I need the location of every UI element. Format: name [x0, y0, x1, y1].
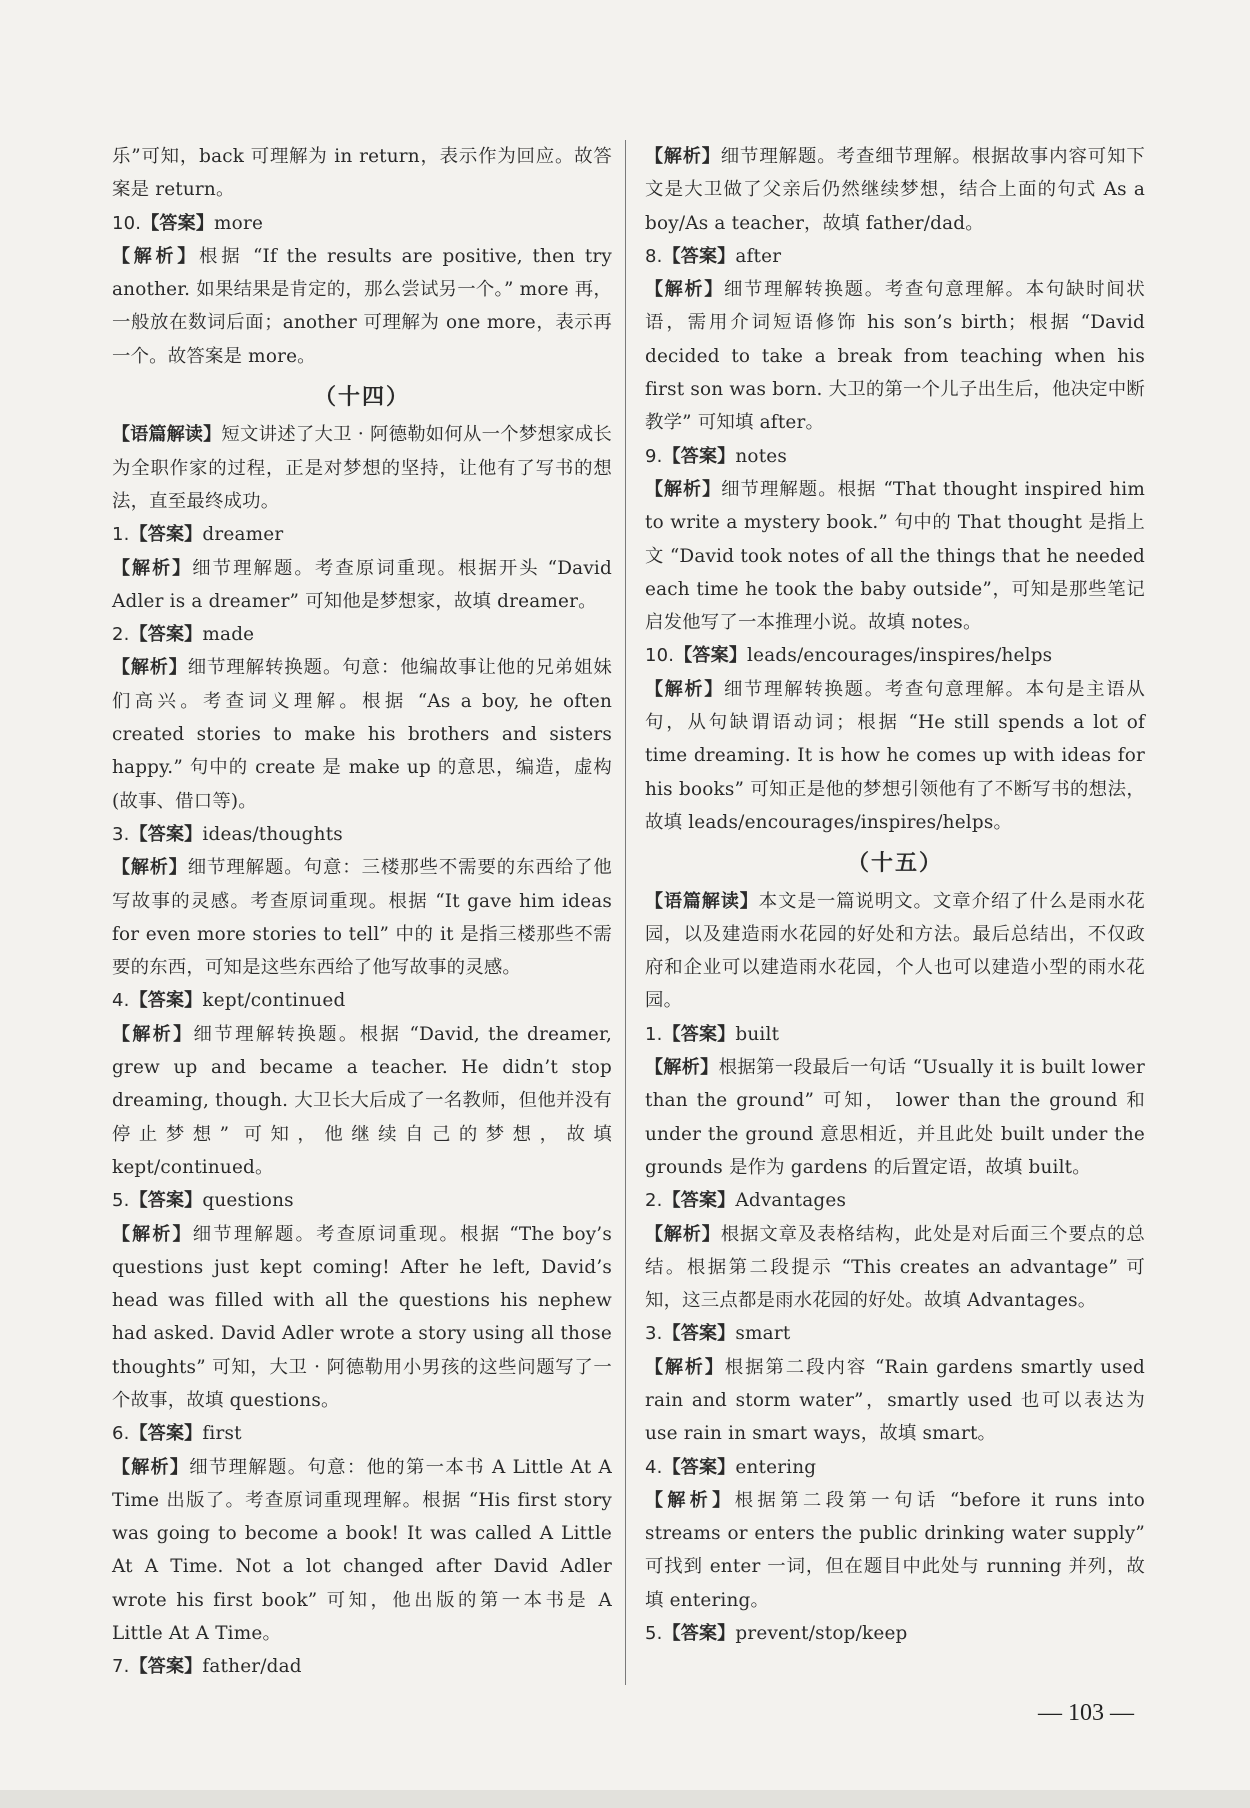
answer-text: notes — [735, 445, 788, 467]
answer-tag: 【答案】 — [674, 645, 748, 667]
answer-text: leads/encourages/inspires/helps — [747, 645, 1053, 667]
explanation-text: 细节理解题。考查原词重现。根据 “The boy’s questions just kept coming! After he left, David’s head was filled with all the questions his nephew had asked. David Adler wrote a story using all those thoughts” 可知，大卫 · 阿德勒用小男孩的这些问题写了一个故事，故填 questions。 — [112, 1223, 612, 1411]
answer-tag: 【答案】 — [662, 1323, 736, 1345]
explanation-tag: 【解析】 — [645, 146, 721, 167]
explanation-text: 根据第二段内容 “Rain gardens smartly used rain and storm water”，smartly used 也可以表达为 use rain in smart ways，故填 smart。 — [645, 1356, 1145, 1445]
answer-line — [645, 1317, 1145, 1350]
explanation-tag: 【解析】 — [645, 478, 722, 500]
right-column — [645, 140, 1145, 1650]
answer-text: more — [214, 212, 264, 234]
answer-tag: 【答案】 — [662, 1023, 736, 1045]
answer-tag: 【答案】 — [662, 445, 736, 467]
answer-line — [112, 818, 612, 851]
answer-tag: 【答案】 — [129, 823, 203, 845]
explanation-tag: 【解析】 — [112, 657, 188, 679]
question-number: 2. — [112, 624, 130, 646]
explanation-tag: 【解析】 — [112, 245, 200, 267]
answer-text: dreamer — [202, 524, 284, 546]
question-number: 5. — [112, 1190, 130, 1212]
answer-text: prevent/stop/keep — [735, 1623, 908, 1645]
right-items — [645, 240, 1145, 839]
explanation-text: 细节理解转换题。根据 “David, the dreamer, grew up and became a teacher. He didn’t stop dreaming, though. 大卫长大后成了一名教师，但他并没有停止梦想” 可知，他继续自己的梦想，故填 kept/continued。 — [112, 1023, 612, 1178]
explanation — [645, 140, 1145, 240]
question-number: 10. — [645, 645, 675, 667]
explanation-text: 根据第一段最后一句话 “Usually it is built lower than the ground” 可知， lower than the ground 和 under the ground 意思相近，并且此处 built under the grounds 是作为 gardens 的后置定语，故填 built。 — [645, 1057, 1145, 1178]
answer-tag: 【答案】 — [141, 212, 215, 234]
answer-line — [112, 207, 612, 240]
section-title: （十四） — [313, 385, 410, 411]
summary-tag: 【语篇解读】 — [645, 890, 759, 912]
explanation — [645, 1218, 1145, 1318]
answer-line — [645, 240, 1145, 273]
explanation-text: 细节理解转换题。考查句意理解。本句缺时间状语，需用介词短语修饰 his son’s birth；根据 “David decided to take a break from teaching when his first son was born. 大卫的第一个儿子出生后，他决定中断教学” 可知填 after。 — [645, 279, 1145, 434]
explanation — [645, 1484, 1145, 1617]
explanation-text: 细节理解题。考查细节理解。根据故事内容可知下文是大卫做了父亲后仍然继续梦想，结合上面的句式 As a boy/As a teacher，故填 father/dad。 — [645, 146, 1145, 234]
passage-summary — [645, 885, 1145, 1018]
right-items-section15 — [645, 1018, 1145, 1651]
answer-text: smart — [735, 1323, 791, 1345]
question-number: 5. — [645, 1623, 663, 1645]
answer-text: after — [735, 245, 782, 267]
answer-tag: 【答案】 — [129, 990, 203, 1012]
answer-text: kept/continued — [202, 990, 346, 1012]
explanation-tag: 【解析】 — [645, 678, 724, 700]
answer-tag: 【答案】 — [129, 1190, 203, 1212]
explanation — [112, 1018, 612, 1184]
answer-line — [645, 639, 1145, 672]
answer-text: entering — [735, 1456, 817, 1478]
answer-text: Advantages — [735, 1190, 847, 1212]
continued-explanation: 乐”可知，back 可理解为 in return，表示作为回应。故答案是 return。 — [112, 146, 612, 201]
explanation — [645, 273, 1145, 439]
explanation — [112, 651, 612, 817]
summary-text: 本文是一篇说明文。文章介绍了什么是雨水花园，以及建造雨水花园的好处和方法。最后总结出，不仅政府和企业可以建造雨水花园，个人也可以建造小型的雨水花园。 — [645, 890, 1145, 1012]
explanation-tag: 【解析】 — [112, 557, 193, 579]
explanation-text: 细节理解题。考查原词重现。根据开头 “David Adler is a dreamer” 可知他是梦想家，故填 dreamer。 — [112, 557, 612, 612]
answer-tag: 【答案】 — [662, 1623, 736, 1645]
answer-line — [645, 1184, 1145, 1217]
question-number: 3. — [645, 1323, 663, 1345]
question-number: 2. — [645, 1190, 663, 1212]
explanation — [112, 240, 612, 373]
explanation-text: 根据 “If the results are positive, then try another. 如果结果是肯定的，那么尝试另一个。” more 再，一般放在数词后面；another 可理解为 one more，表示再一个。故答案是 more。 — [112, 245, 612, 367]
answer-text: made — [202, 624, 255, 646]
passage-summary — [112, 418, 612, 518]
question-number: 1. — [645, 1023, 663, 1045]
question-number: 4. — [645, 1456, 663, 1478]
answer-text: built — [735, 1023, 780, 1045]
answer-text: first — [202, 1423, 242, 1445]
explanation-tag: 【解析】 — [112, 1023, 194, 1045]
explanation-text: 细节理解题。句意：三楼那些不需要的东西给了他写故事的灵感。考查原词重现。根据 “It gave him ideas for even more stories to tell” 中的 it 是指三楼那些不需要的东西，可知是这些东西给了他写故事的灵感。 — [112, 857, 612, 979]
question-number: 10. — [112, 212, 142, 234]
answer-tag: 【答案】 — [129, 624, 203, 646]
answer-line — [645, 1617, 1145, 1650]
answer-text: questions — [202, 1190, 294, 1212]
question-number: 7. — [112, 1656, 130, 1678]
explanation-tag: 【解析】 — [112, 857, 188, 879]
answer-line — [645, 1451, 1145, 1484]
explanation — [112, 1218, 612, 1418]
answer-text: father/dad — [202, 1656, 302, 1678]
page-bottom-edge — [0, 1790, 1250, 1808]
question-number: 3. — [112, 823, 130, 845]
explanation-text: 细节理解题。根据 “That thought inspired him to write a mystery book.” 句中的 That thought 是指上文 “David took notes of all the things that he needed each time he took the baby outside”，可知是那些笔记启发他写了一本推理小说。故填 notes。 — [645, 478, 1145, 634]
explanation-tag: 【解析】 — [645, 1223, 721, 1245]
answer-text: ideas/thoughts — [202, 823, 343, 845]
explanation — [112, 1451, 612, 1651]
page-number: — 103 — — [1038, 1700, 1134, 1726]
answer-tag: 【答案】 — [662, 1456, 736, 1478]
left-column — [112, 140, 612, 1684]
explanation-text: 细节理解转换题。句意：他编故事让他的兄弟姐妹们高兴。考查词义理解。根据 “As a boy, he often created stories to make his brothers and sisters happy.” 句中的 create 是 make up 的意思，编造，虚构(故事、借口等)。 — [112, 657, 612, 812]
answer-tag: 【答案】 — [662, 245, 736, 267]
explanation-tag: 【解析】 — [645, 1057, 719, 1079]
answer-line — [112, 984, 612, 1017]
explanation — [645, 1051, 1145, 1184]
answer-tag: 【答案】 — [662, 1190, 736, 1212]
explanation — [645, 1351, 1145, 1451]
explanation-tag: 【解析】 — [645, 1489, 735, 1511]
answer-line — [112, 1417, 612, 1450]
summary-tag: 【语篇解读】 — [112, 424, 222, 446]
explanation-tag: 【解析】 — [645, 279, 724, 301]
answer-line — [112, 1184, 612, 1217]
answer-line — [645, 1018, 1145, 1051]
explanation — [112, 851, 612, 984]
question-number: 6. — [112, 1423, 130, 1445]
answer-line — [112, 518, 612, 551]
answer-tag: 【答案】 — [129, 524, 203, 546]
question-number: 4. — [112, 990, 130, 1012]
explanation — [645, 473, 1145, 639]
explanation-tag: 【解析】 — [645, 1356, 725, 1378]
answer-tag: 【答案】 — [129, 1656, 203, 1678]
answer-line — [112, 618, 612, 651]
column-divider — [625, 140, 626, 1685]
section-title: （十五） — [846, 851, 943, 877]
answer-line — [645, 440, 1145, 473]
question-number: 9. — [645, 445, 663, 467]
explanation-text: 根据文章及表格结构，此处是对后面三个要点的总结。根据第二段提示 “This creates an advantage” 可知，这三点都是雨水花园的好处。故填 Advantages。 — [645, 1223, 1145, 1312]
answer-line — [112, 1650, 612, 1683]
explanation-text: 根据第二段第一句话 “before it runs into streams or enters the public drinking water supply” 可找到 enter 一词，但在题目中此处与 running 并列，故填 entering。 — [645, 1489, 1145, 1611]
answer-tag: 【答案】 — [129, 1423, 203, 1445]
left-items — [112, 518, 612, 1683]
explanation-tag: 【解析】 — [112, 1223, 193, 1245]
question-number: 1. — [112, 524, 130, 546]
explanation — [112, 552, 612, 619]
explanation-tag: 【解析】 — [112, 1456, 190, 1478]
summary-text: 短文讲述了大卫 · 阿德勒如何从一个梦想家成长为全职作家的过程，正是对梦想的坚持，让他有了写书的想法，直至最终成功。 — [112, 424, 612, 512]
question-number: 8. — [645, 245, 663, 267]
explanation — [645, 673, 1145, 839]
explanation-text: 细节理解题。句意：他的第一本书 A Little At A Time 出版了。考查原词重现理解。根据 “His first story was going to become a book! It was called A Little At A Time. Not a lot changed after David Adler wrote his first book” 可知，他出版的第一本书是 A Little At A Time。 — [112, 1456, 612, 1645]
explanation-text: 细节理解转换题。考查句意理解。本句是主语从句，从句缺谓语动词；根据 “He still spends a lot of time dreaming. It is how he comes up with ideas for his books” 可知正是他的梦想引领他有了不断写书的想法，故填 leads/encourages/inspires/helps。 — [645, 678, 1145, 833]
